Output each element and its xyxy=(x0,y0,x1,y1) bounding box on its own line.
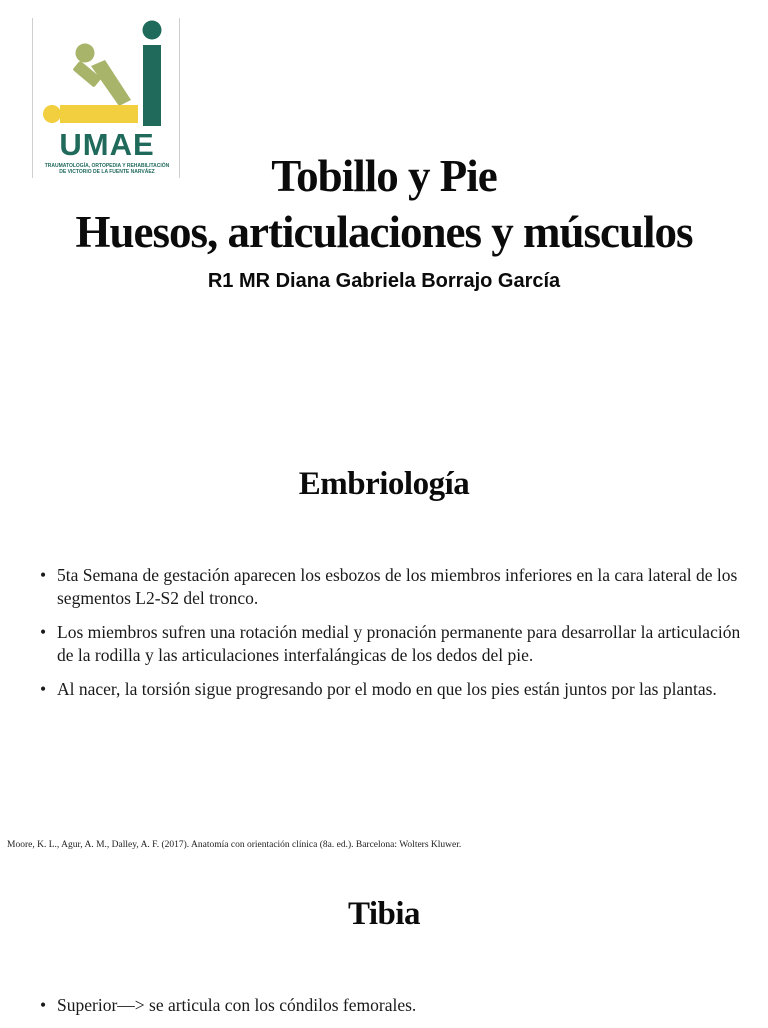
reference-citation: Moore, K. L., Agur, A. M., Dalley, A. F. (2017). Anatomía con orientación clínica (8a. ed.). Barcelona: Wolters Kluwer. xyxy=(7,840,462,850)
logo-subtitle-line2: DE VICTORIO DE LA FUENTE NARVÁEZ xyxy=(59,169,155,175)
page-title-line1: Tobillo y Pie xyxy=(271,151,497,201)
bullet-item: • Al nacer, la torsión sigue progresando por el modo en que los pies están juntos por las plantas. xyxy=(40,678,750,701)
bullet-list-tibia xyxy=(40,994,750,1028)
logo-wordmark: UMAE xyxy=(59,127,155,162)
section-heading-tibia: Tibia xyxy=(347,896,421,932)
bullet-list-embriologia xyxy=(40,564,750,712)
page-title-line2: Huesos, articulaciones y músculos xyxy=(75,207,693,257)
bullet-item: • 5ta Semana de gestación aparecen los esbozos de los miembros inferiores en la cara lateral de los segmentos L2-S2 del tronco. xyxy=(40,564,750,610)
bullet-item: • Los miembros sufren una rotación medial y pronación permanente para desarrollar la articulación de la rodilla y las articulaciones interfalángicas de los dedos del pie. xyxy=(40,621,750,667)
section-heading-embriologia: Embriología xyxy=(298,466,470,502)
bullet-item: • Superior—> se articula con los cóndilos femorales. xyxy=(40,994,750,1017)
author-line: R1 MR Diana Gabriela Borrajo García xyxy=(207,270,561,292)
logo-subtitle-line1: TRAUMATOLOGÍA, ORTOPEDIA Y REHABILITACIÓN xyxy=(44,163,170,169)
